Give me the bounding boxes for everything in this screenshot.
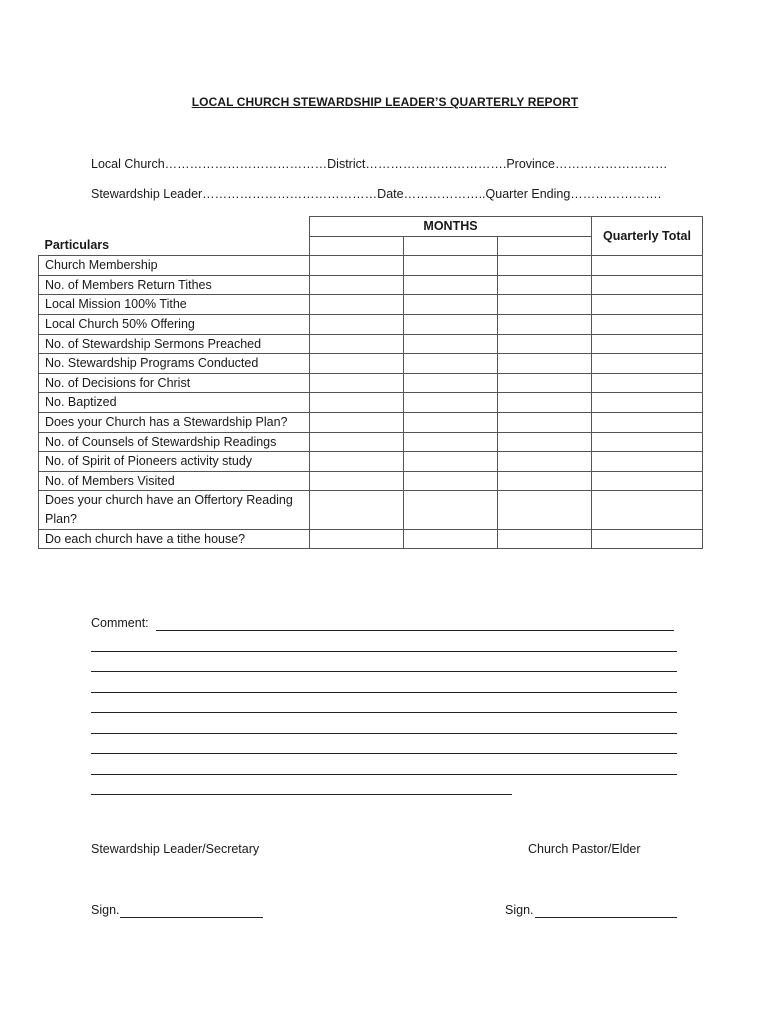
quarterly-total-cell[interactable] xyxy=(592,412,703,432)
month-1-cell[interactable] xyxy=(310,529,404,549)
comment-line-8[interactable] xyxy=(91,774,677,775)
month-1-cell[interactable] xyxy=(310,471,404,491)
month-3-cell[interactable] xyxy=(498,452,592,472)
row-label: No. of Decisions for Christ xyxy=(39,373,310,393)
row-label: No. Baptized xyxy=(39,393,310,413)
table-row xyxy=(39,452,703,472)
table-row xyxy=(39,491,703,529)
month-1-cell[interactable] xyxy=(310,452,404,472)
month-1-cell[interactable] xyxy=(310,393,404,413)
row-label: Does your Church has a Stewardship Plan? xyxy=(39,412,310,432)
month-1-cell[interactable] xyxy=(310,334,404,354)
right-signature-line[interactable] xyxy=(535,917,677,918)
comment-line-2[interactable] xyxy=(91,651,677,652)
months-header: MONTHS xyxy=(310,217,592,237)
month-2-cell[interactable] xyxy=(404,256,498,276)
month-3-header-cell xyxy=(498,236,592,256)
month-2-cell[interactable] xyxy=(404,452,498,472)
comment-line-5[interactable] xyxy=(91,712,677,713)
month-3-cell[interactable] xyxy=(498,295,592,315)
quarterly-total-cell[interactable] xyxy=(592,275,703,295)
table-row xyxy=(39,256,703,276)
left-sign-label: Sign. xyxy=(91,903,120,917)
table-row xyxy=(39,412,703,432)
table-row xyxy=(39,471,703,491)
month-2-cell[interactable] xyxy=(404,412,498,432)
particulars-header: Particulars xyxy=(39,217,310,256)
leader-date-quarter-line[interactable]: Stewardship Leader……………………………………Date………………..Quarter Ending…………………. xyxy=(91,187,662,201)
quarterly-total-cell[interactable] xyxy=(592,334,703,354)
month-1-cell[interactable] xyxy=(310,491,404,529)
row-label: No. Stewardship Programs Conducted xyxy=(39,354,310,374)
month-3-cell[interactable] xyxy=(498,314,592,334)
month-1-cell[interactable] xyxy=(310,354,404,374)
month-2-cell[interactable] xyxy=(404,432,498,452)
month-2-cell[interactable] xyxy=(404,491,498,529)
month-3-cell[interactable] xyxy=(498,432,592,452)
quarterly-total-cell[interactable] xyxy=(592,354,703,374)
stewardship-leader-secretary-label: Stewardship Leader/Secretary xyxy=(91,842,260,856)
month-2-cell[interactable] xyxy=(404,314,498,334)
quarterly-total-cell[interactable] xyxy=(592,295,703,315)
quarterly-total-cell[interactable] xyxy=(592,432,703,452)
row-label: Do each church have a tithe house? xyxy=(39,529,310,549)
row-label: No. of Members Visited xyxy=(39,471,310,491)
quarterly-total-cell[interactable] xyxy=(592,529,703,549)
month-3-cell[interactable] xyxy=(498,471,592,491)
month-2-cell[interactable] xyxy=(404,471,498,491)
stewardship-report-table xyxy=(38,216,703,549)
comment-line-7[interactable] xyxy=(91,753,677,754)
table-row xyxy=(39,529,703,549)
month-2-cell[interactable] xyxy=(404,393,498,413)
comment-line-6[interactable] xyxy=(91,733,677,734)
local-church-district-province-line[interactable]: Local Church…………………………………District…………………………….Province……………………… xyxy=(91,157,668,171)
month-3-cell[interactable] xyxy=(498,491,592,529)
comment-line-1[interactable] xyxy=(156,630,674,631)
month-2-cell[interactable] xyxy=(404,373,498,393)
quarterly-total-header: Quarterly Total xyxy=(592,217,703,256)
month-1-cell[interactable] xyxy=(310,275,404,295)
month-3-cell[interactable] xyxy=(498,275,592,295)
row-label: No. of Members Return Tithes xyxy=(39,275,310,295)
report-title: LOCAL CHURCH STEWARDSHIP LEADER’S QUARTERLY REPORT xyxy=(191,95,579,109)
quarterly-total-cell[interactable] xyxy=(592,452,703,472)
row-label: Does your church have an Offertory Reading Plan? xyxy=(39,491,310,529)
left-signature-line[interactable] xyxy=(120,917,263,918)
month-1-header-cell xyxy=(310,236,404,256)
table-row xyxy=(39,314,703,334)
table-row xyxy=(39,373,703,393)
month-3-cell[interactable] xyxy=(498,354,592,374)
month-3-cell[interactable] xyxy=(498,334,592,354)
comment-line-9[interactable] xyxy=(91,794,512,795)
month-2-header-cell xyxy=(404,236,498,256)
church-pastor-elder-label: Church Pastor/Elder xyxy=(528,842,641,856)
month-2-cell[interactable] xyxy=(404,334,498,354)
row-label: Local Church 50% Offering xyxy=(39,314,310,334)
comment-label: Comment: xyxy=(91,616,149,630)
row-label: Local Mission 100% Tithe xyxy=(39,295,310,315)
quarterly-total-cell[interactable] xyxy=(592,373,703,393)
quarterly-total-cell[interactable] xyxy=(592,471,703,491)
right-sign-label: Sign. xyxy=(505,903,534,917)
table-row xyxy=(39,275,703,295)
month-1-cell[interactable] xyxy=(310,432,404,452)
table-row xyxy=(39,295,703,315)
month-2-cell[interactable] xyxy=(404,529,498,549)
row-label: No. of Counsels of Stewardship Readings xyxy=(39,432,310,452)
table-row xyxy=(39,354,703,374)
row-label: Church Membership xyxy=(39,256,310,276)
month-3-cell[interactable] xyxy=(498,256,592,276)
month-1-cell[interactable] xyxy=(310,412,404,432)
quarterly-total-cell[interactable] xyxy=(592,314,703,334)
month-2-cell[interactable] xyxy=(404,295,498,315)
table-row xyxy=(39,393,703,413)
month-3-cell[interactable] xyxy=(498,393,592,413)
month-2-cell[interactable] xyxy=(404,275,498,295)
month-3-cell[interactable] xyxy=(498,529,592,549)
month-1-cell[interactable] xyxy=(310,373,404,393)
month-3-cell[interactable] xyxy=(498,412,592,432)
month-1-cell[interactable] xyxy=(310,256,404,276)
comment-line-4[interactable] xyxy=(91,692,677,693)
table-row xyxy=(39,334,703,354)
quarterly-total-cell[interactable] xyxy=(592,491,703,529)
table-row xyxy=(39,432,703,452)
month-2-cell[interactable] xyxy=(404,354,498,374)
quarterly-total-cell[interactable] xyxy=(592,256,703,276)
month-1-cell[interactable] xyxy=(310,295,404,315)
comment-line-3[interactable] xyxy=(91,671,677,672)
row-label: No. of Spirit of Pioneers activity study xyxy=(39,452,310,472)
row-label: No. of Stewardship Sermons Preached xyxy=(39,334,310,354)
month-3-cell[interactable] xyxy=(498,373,592,393)
quarterly-total-cell[interactable] xyxy=(592,393,703,413)
table-header-row-1 xyxy=(39,217,703,237)
month-1-cell[interactable] xyxy=(310,314,404,334)
